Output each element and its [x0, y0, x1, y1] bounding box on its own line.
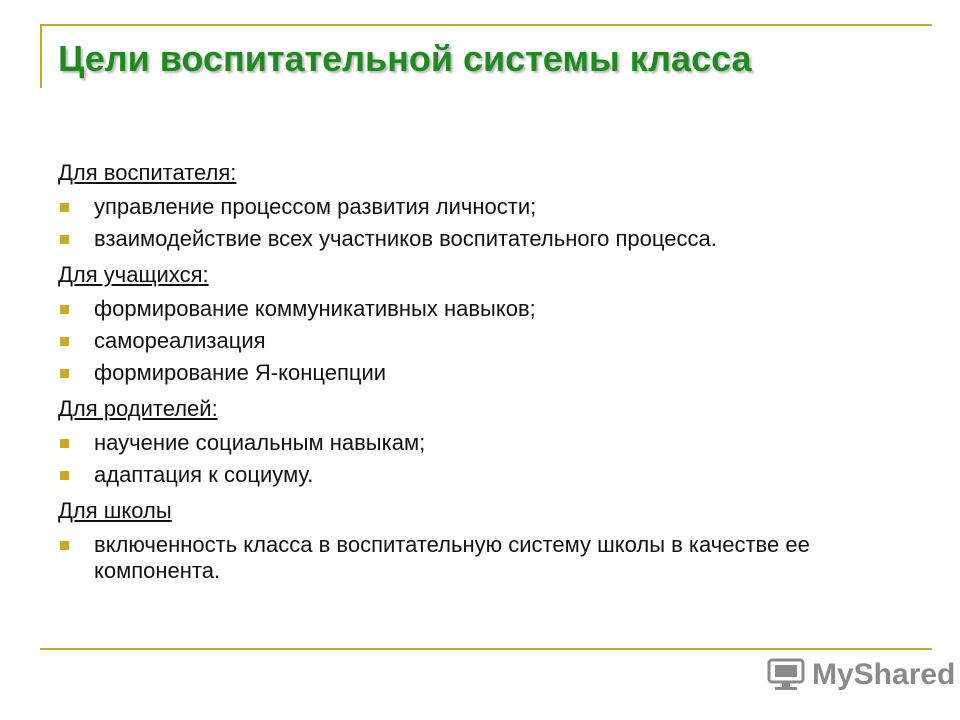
top-rule [40, 24, 932, 26]
list-item [58, 360, 878, 386]
bullet-square-icon [60, 439, 69, 448]
myshared-logo[interactable] [766, 657, 955, 693]
logo-text: MyShared [812, 658, 956, 691]
bullet-square-icon [60, 235, 69, 244]
list-item [58, 194, 878, 220]
list-item [58, 430, 878, 456]
list-item-text: адаптация к социуму. [94, 462, 314, 487]
list-item-text: самореализация [94, 328, 266, 353]
list-item [58, 296, 878, 322]
group-heading: Для родителей: [58, 396, 218, 421]
list-item-text: научение социальным навыкам; [94, 430, 426, 455]
list-item-text: формирование Я-концепции [94, 360, 387, 385]
group-heading: Для школы [58, 498, 172, 523]
list-item [58, 226, 878, 252]
bullet-square-icon [60, 305, 69, 314]
group-heading: Для воспитателя: [58, 160, 237, 185]
bullet-square-icon [60, 471, 69, 480]
slide-title: Цели воспитательной системы класса [58, 38, 752, 79]
slide-content [58, 156, 878, 590]
list-item [58, 532, 878, 584]
list-item [58, 328, 878, 354]
bullet-square-icon [60, 203, 69, 212]
group-educator [58, 156, 878, 252]
computer-icon [766, 658, 806, 692]
list-item-text: формирование коммуникативных навыков; [94, 296, 536, 321]
left-rule [40, 24, 42, 88]
group-parents [58, 392, 878, 488]
group-heading: Для учащихся: [58, 262, 209, 287]
bullet-square-icon [60, 541, 69, 550]
list-item-text: управление процессом развития личности; [94, 194, 537, 219]
list-item-text: взаимодействие всех участников воспитательного процесса. [94, 226, 717, 251]
bullet-square-icon [60, 337, 69, 346]
group-school [58, 494, 878, 584]
list-item [58, 462, 878, 488]
list-item-text: включенность класса в воспитательную систему школы в качестве ее компонента. [94, 532, 810, 583]
bullet-square-icon [60, 369, 69, 378]
group-students [58, 258, 878, 386]
bottom-rule [40, 648, 932, 650]
